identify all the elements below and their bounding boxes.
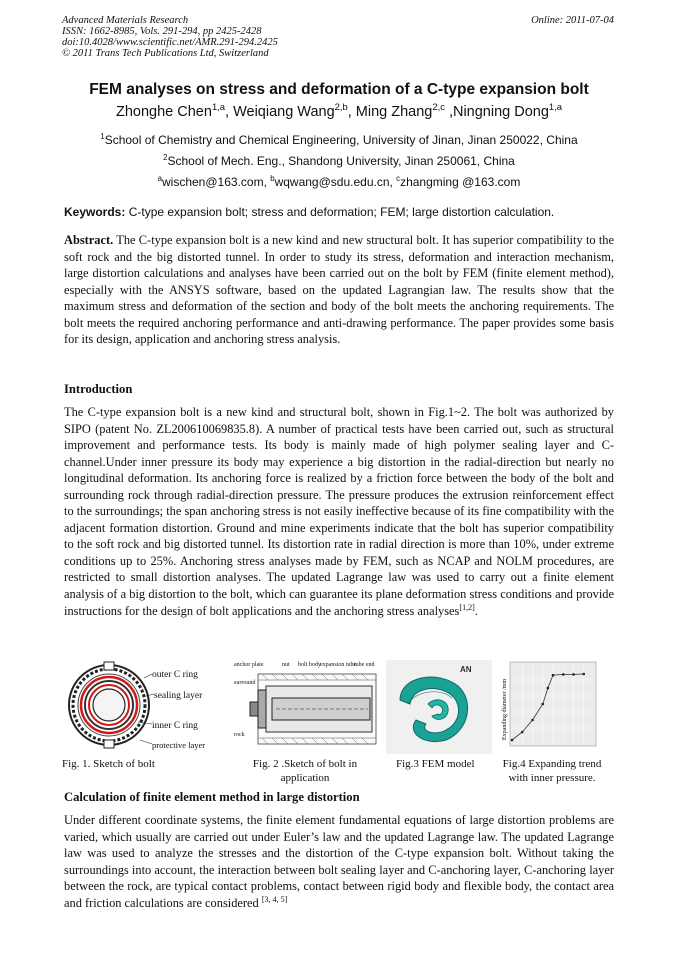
- fig1-label: sealing layer: [154, 691, 203, 701]
- doi-line: doi:10.4028/www.scientific.net/AMR.291-294.2425: [62, 37, 278, 48]
- journal-header: [62, 15, 278, 59]
- affiliation-sup: 2: [163, 153, 168, 162]
- fig2-label: surround: [234, 680, 256, 686]
- author: Ming Zhang: [355, 104, 433, 120]
- author-sup: 1,a: [211, 101, 226, 113]
- online-date: Online: 2011-07-04: [531, 15, 614, 26]
- email[interactable]: wischen@163.com: [162, 175, 264, 189]
- journal-name: Advanced Materials Research: [62, 15, 189, 26]
- email[interactable]: wqwang@sdu.edu.cn: [274, 175, 390, 189]
- email[interactable]: zhangming @163.com: [400, 175, 521, 189]
- author: Ningning Dong: [452, 104, 549, 120]
- section2-paragraph: [64, 812, 614, 911]
- fig2-label: rock: [234, 732, 245, 738]
- data-point: [531, 719, 534, 722]
- citation: [3, 4, 5]: [261, 894, 288, 904]
- email-sup: a: [157, 174, 162, 183]
- section2-heading: Calculation of finite element method in large distortion: [64, 790, 360, 804]
- email-line: [0, 175, 678, 189]
- author: Weiqiang Wang: [233, 104, 335, 120]
- email-sup: b: [270, 174, 275, 183]
- intro-text: The C-type expansion bolt is a new kind and structural bolt, shown in Fig.1~2. The bolt was authorized by SIPO (patent No. ZL200610069835.8). A number of practical tests have been carried out, such as structural improvement and performance tests. Its body is mainly made of high polymer sealing layer and C-channel.Under inner pressure its body may experience a big distortion in the radial-direction but nearly no longitudinal deformation. Its anchoring force is realized by a friction force between the body of the bolt and surrounding rock through radial-direction pressure. The pressure produces the extrusion reinforcement effect to the surroundings; the span anchoring stress is not easily ineffective because of its fine compatibility with the adjacent formation distortion. Ground and mine experiments indicate that the bolt has superior compatibility to the soft rock and big distorted tunnel. Its distortion rate in radial direction is more than 10%, under extreme conditions up to 25%. Anchoring stress analyses made by FEM, such as NCAP and NOLM procedures, are restricted to small distortion analyses. The updated Lagrange law was used to carry out a finite element analysis of a big distortion to the bolt, which can guarantee its plane deformation stress conditions and provide instructions for the design of bolt applications and the anchoring stress analyses: [64, 405, 614, 618]
- data-point: [511, 739, 514, 742]
- author: Zhonghe Chen: [116, 104, 212, 120]
- fig1-label: outer C ring: [152, 670, 198, 680]
- intro-end: .: [474, 603, 478, 618]
- affiliation-text: School of Mech. Eng., Shandong University, Jinan 250061, China: [167, 154, 515, 168]
- section2-text: Under different coordinate systems, the finite element fundamental equations of large distortion problems are varied, which usually are carried out under Euler’s law and the updated Lagrange law. The updated Lagrange law was used to analyze the stresses and the distortion of the C-type expansion bolt. Without taking the surroundings into account, the interaction between bolt sealing layer and C-anchoring layer, C-anchoring layer between the rock, are typical contact problems, contact between rigid body and flexible body, the contact area and friction calculations are considered: [64, 813, 614, 910]
- abstract-text: The C-type expansion bolt is a new kind and new structural bolt. It has superior compatibility to the soft rock and the big distorted tunnel. In order to study its stress, deformation and interaction mechanism, large distortion calculations and analyses have been carried out on the bolt by FEM (finite element method), especially with the ANSYS software, based on the updated Lagrangian law. The results show that the maximum stress and deformation of the section and body of the bolt meets the anchoring requirements. The bolt meets the required anchoring performance and anti-drawing performance. The paper provides some basis for its design, application and anchoring stress analysis.: [64, 233, 614, 347]
- fig2-label: expansion tube: [320, 662, 357, 668]
- author-sup: 2,b: [334, 101, 348, 113]
- data-point: [562, 673, 565, 676]
- data-point: [552, 674, 555, 677]
- keywords-label: Keywords:: [64, 205, 126, 219]
- fig2-label: nut: [282, 662, 290, 668]
- intro-heading: Introduction: [64, 382, 133, 396]
- author-sep: ,: [347, 104, 356, 120]
- affiliation-1: [0, 133, 678, 147]
- data-point: [572, 673, 575, 676]
- fig1-label: protective layer: [152, 740, 206, 750]
- issn-line: ISSN: 1662-8985, Vols. 291-294, pp 2425-2428: [62, 26, 262, 37]
- figure-4-chart: [496, 660, 600, 754]
- keywords: [64, 205, 614, 219]
- data-point: [521, 731, 524, 734]
- author-sep: ,: [444, 104, 453, 120]
- author-sep: ,: [225, 104, 234, 120]
- email-sep: ,: [263, 175, 271, 189]
- paper-title: FEM analyses on stress and deformation of a C-type expansion bolt: [89, 81, 589, 98]
- affiliation-text: School of Chemistry and Chemical Engineering, University of Jinan, Jinan 250022, China: [104, 133, 578, 147]
- intro-paragraph: [64, 404, 614, 619]
- keywords-text: C-type expansion bolt; stress and deformation; FEM; large distortion calculation.: [128, 205, 555, 219]
- fig2-caption: [240, 757, 370, 785]
- fig2-label: bolt body: [298, 662, 321, 668]
- figure-2: [232, 660, 380, 754]
- affiliation-sup: 1: [100, 132, 105, 141]
- fig2-caption-line: Fig. 2 .Sketch of bolt in: [252, 758, 358, 770]
- data-point: [582, 673, 585, 676]
- copyright-line: © 2011 Trans Tech Publications Ltd, Switzerland: [62, 48, 269, 59]
- fig1-label: inner C ring: [152, 721, 198, 731]
- fig4-caption: [496, 757, 608, 785]
- data-point: [547, 687, 550, 690]
- abstract: [64, 232, 614, 348]
- fig3-caption: Fig.3 FEM model: [396, 758, 475, 770]
- fig2-label: anchor plate: [234, 662, 264, 668]
- author-sup: 1,a: [548, 101, 562, 113]
- fig2-caption-line: application: [280, 772, 330, 784]
- fig2-label: tube end: [354, 662, 375, 668]
- fig3-badge: AN: [460, 665, 472, 674]
- fig4-caption-line: Fig.4 Expanding trend: [502, 758, 602, 770]
- fig4-ylabel: Expanding diameter /mm: [502, 679, 508, 740]
- figure-3: [386, 660, 492, 754]
- fig4-caption-line: with inner pressure.: [508, 772, 596, 784]
- author-line: [0, 101, 678, 120]
- data-point: [541, 703, 544, 706]
- email-sep: ,: [389, 175, 397, 189]
- abstract-label: Abstract.: [64, 233, 114, 247]
- citation: [1,2]: [459, 602, 475, 612]
- bolt-cross-section: [69, 662, 149, 748]
- affiliation-2: [0, 154, 678, 168]
- email-sup: c: [396, 174, 401, 183]
- figure-1: [64, 660, 229, 754]
- fig1-caption: Fig. 1. Sketch of bolt: [62, 758, 155, 770]
- author-sup: 2,c: [432, 101, 445, 113]
